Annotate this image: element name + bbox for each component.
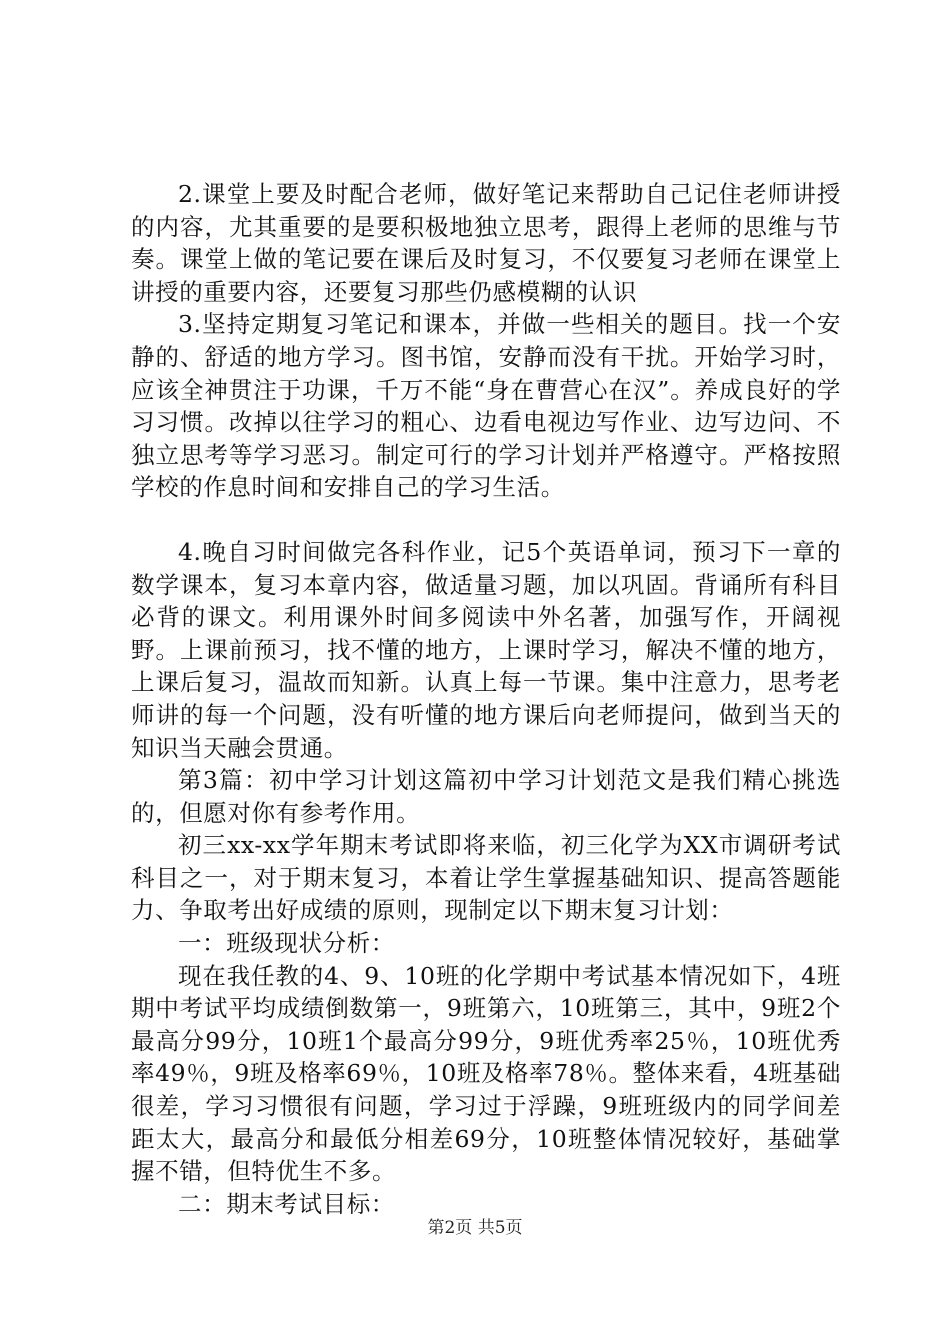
paragraph-item-4: 4.晚自习时间做完各科作业，记5个英语单词，预习下一章的数学课本，复习本章内容，做适量习题，加以巩固。背诵所有科目必背的课文。利用课外时间多阅读中外名著，加强写作，开阔视野。上课前预习，找不懂的地方，上课时学习，解决不懂的地方，上课后复习，温故而知新。认真上每一节课。集中注意力，思考老师讲的每一个问题，没有听懂的地方课后向老师提问，做到当天的知识当天融会贯通。 (131, 537, 841, 762)
page-number-footer: 第2页 共5页 (427, 1218, 523, 1238)
document-body (131, 178, 841, 1220)
paragraph-item-2: 2.课堂上要及时配合老师，做好笔记来帮助自己记住老师讲授的内容，尤其重要的是要积极地独立思考，跟得上老师的思维与节奏。课堂上做的笔记要在课后及时复习，不仅要复习老师在课堂上讲授的重要内容，还要复习那些仍感模糊的认识 (131, 180, 841, 306)
paragraph-item-3: 3.坚持定期复习笔记和课本，并做一些相关的题目。找一个安静的、舒适的地方学习。图书馆，安静而没有干扰。开始学习时，应该全神贯注于功课，千万不能“身在曹营心在汉”。养成良好的学习习惯。改掉以往学习的粗心、边看电视边写作业、边写边问、不独立思考等学习恶习。制定可行的学习计划并严格遵守。严格按照学校的作息时间和安排自己的学习生活。 (131, 310, 841, 502)
section-heading-class-analysis: 一：班级现状分析： (178, 929, 395, 958)
paragraph-part-3-heading: 第3篇：初中学习计划这篇初中学习计划范文是我们精心挑选的，但愿对你有参考作用。 (131, 766, 841, 827)
paragraph-intro: 初三xx-xx学年期末考试即将来临，初三化学为XX市调研考试科目之一，对于期末复习，本着让学生掌握基础知识、提高答题能力、争取考出好成绩的原则，现制定以下期末复习计划： (131, 831, 841, 925)
section-heading-exam-goals: 二：期末考试目标： (178, 1189, 395, 1218)
paragraph-class-analysis: 现在我任教的4、9、10班的化学期中考试基本情况如下，4班期中考试平均成绩倒数第一，9班第六，10班第三，其中，9班2个最高分99分，10班1个最高分99分，9班优秀率25％，10班优秀率49％，9班及格率69％，10班及格率78％。整体来看，4班基础很差，学习习惯很有问题，学习过于浮躁，9班班级内的同学间差距太大，最高分和最低分相差69分，10班整体情况较好，基础掌握不错，但特优生不多。 (131, 961, 841, 1186)
